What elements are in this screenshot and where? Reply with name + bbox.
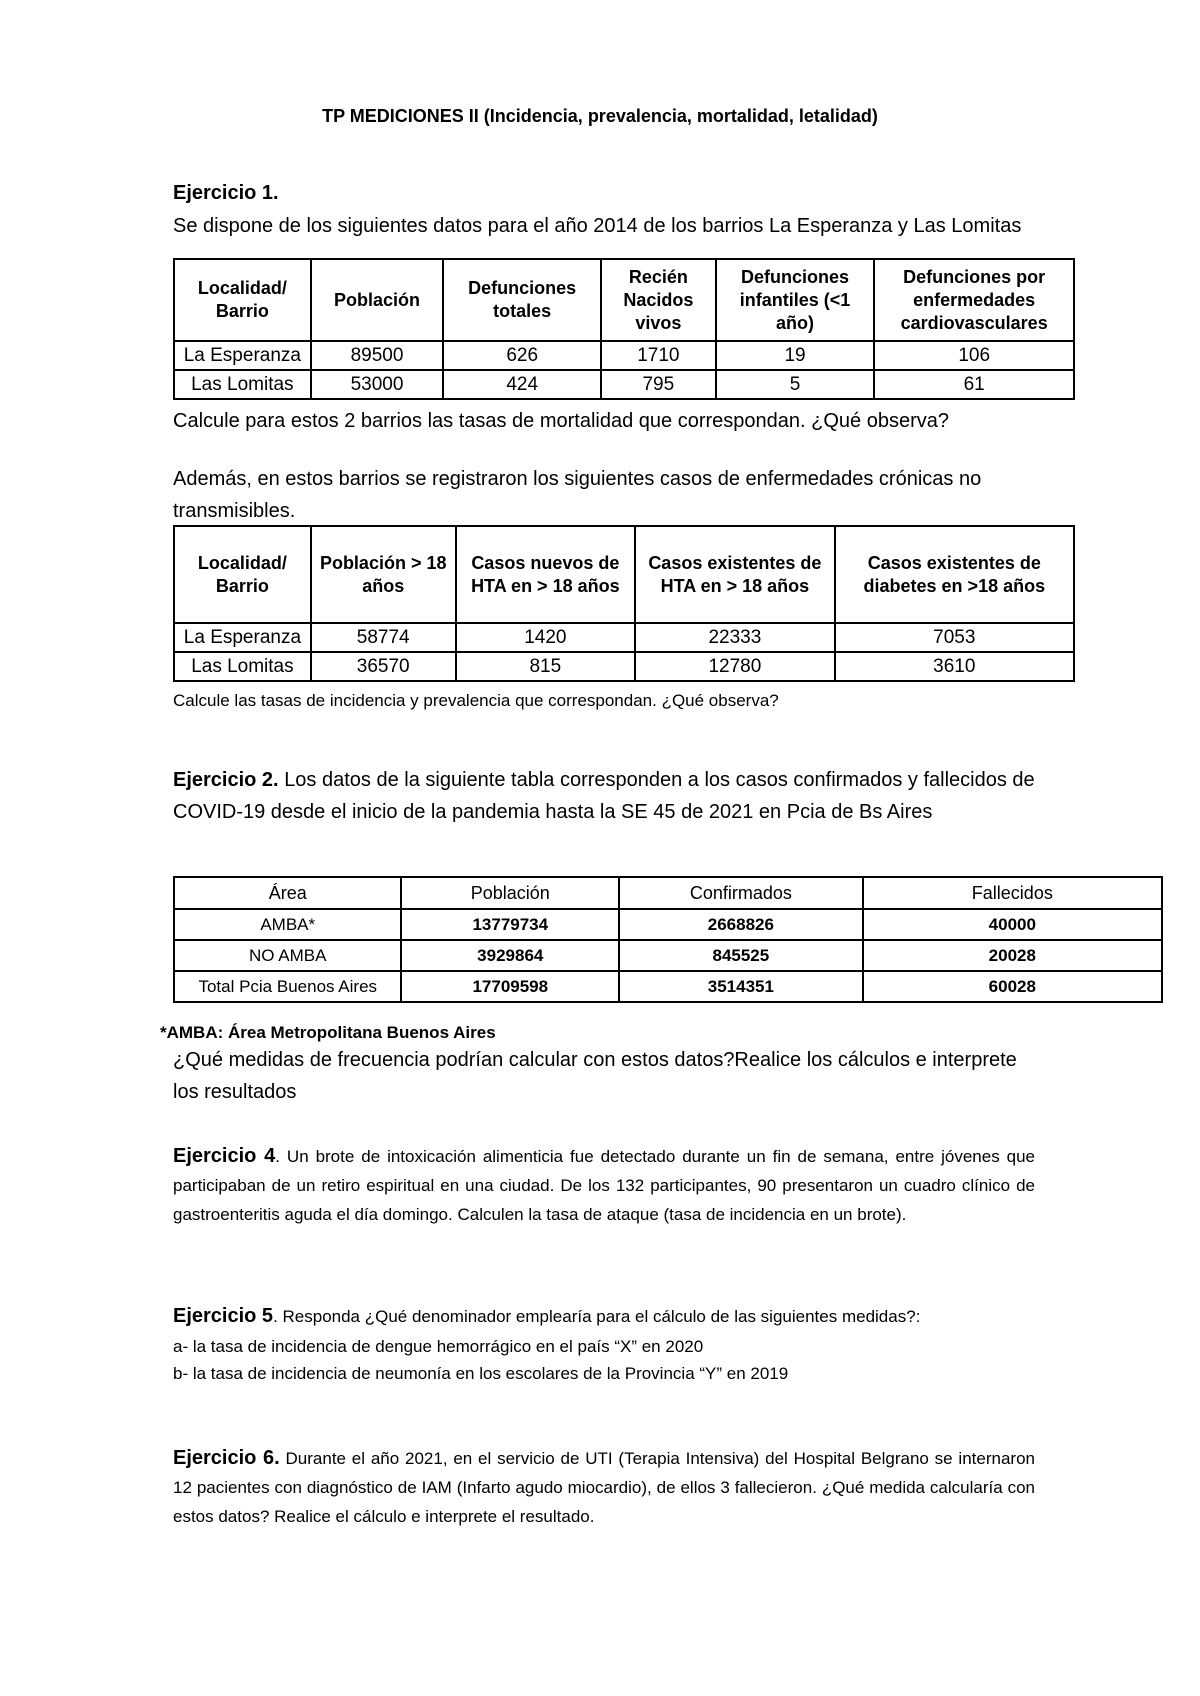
table-cell: La Esperanza xyxy=(174,341,311,370)
table-cell: 3610 xyxy=(835,652,1074,681)
ej5-item-b: b- la tasa de incidencia de neumonía en los escolares de la Provincia “Y” en 2019 xyxy=(173,1364,789,1383)
ej1-question2: Calcule las tasas de incidencia y prevalencia que correspondan. ¿Qué observa? xyxy=(173,691,779,710)
table-header: Defunciones por enfermedades cardiovasculares xyxy=(874,259,1074,341)
table-header: Defunciones totales xyxy=(443,259,601,341)
table-row xyxy=(174,909,1162,940)
table-header-row xyxy=(174,877,1162,909)
table-cell: 13779734 xyxy=(401,909,619,940)
table-header: Casos nuevos de HTA en > 18 años xyxy=(456,526,636,623)
table-cell: 40000 xyxy=(863,909,1162,940)
table-cell: 19 xyxy=(716,341,875,370)
table-cell: Las Lomitas xyxy=(174,652,311,681)
table-header-row xyxy=(174,526,1074,623)
table-cell: 845525 xyxy=(619,940,863,971)
mortality-table xyxy=(173,258,1075,400)
table-header: Área xyxy=(174,877,401,909)
table-row xyxy=(174,652,1074,681)
table-cell: 1420 xyxy=(456,623,636,652)
ej1-intro: Se dispone de los siguientes datos para el año 2014 de los barrios La Esperanza y Las Lomitas xyxy=(173,215,1022,237)
table-cell: 60028 xyxy=(863,971,1162,1002)
table-row xyxy=(174,370,1074,399)
table-header-row xyxy=(174,259,1074,341)
table-header: Confirmados xyxy=(619,877,863,909)
ej4-text: . Un brote de intoxicación alimenticia fue detectado durante un fin de semana, entre jóvenes que participaban de un retiro espiritual en una ciudad. De los 132 participantes, 90 presentaron un cuadro clínico de gastroenteritis aguda el día domingo. Calculen la tasa de ataque (tasa de incidencia en un brote). xyxy=(173,1147,1035,1224)
ej2-paragraph xyxy=(173,764,1063,828)
table-row xyxy=(174,341,1074,370)
ej4-heading: Ejercicio 4 xyxy=(173,1145,276,1167)
table-cell: 795 xyxy=(601,370,716,399)
chronic-disease-table xyxy=(173,525,1075,682)
table-header: Casos existentes de diabetes en >18 años xyxy=(835,526,1074,623)
table-header: Fallecidos xyxy=(863,877,1162,909)
table-header: Recién Nacidos vivos xyxy=(601,259,716,341)
table-row xyxy=(174,623,1074,652)
ej2-question: ¿Qué medidas de frecuencia podrían calcular con estos datos?Realice los cálculos e interprete los resultados xyxy=(173,1049,1017,1103)
table-cell: Las Lomitas xyxy=(174,370,311,399)
table-cell: 58774 xyxy=(311,623,456,652)
table-cell: 815 xyxy=(456,652,636,681)
document-title: TP MEDICIONES II (Incidencia, prevalencia, mortalidad, letalidad) xyxy=(322,106,878,126)
table-cell: 3514351 xyxy=(619,971,863,1002)
ej2-heading: Ejercicio 2. xyxy=(173,769,279,791)
ej6-paragraph xyxy=(173,1444,1035,1531)
table-cell: 53000 xyxy=(311,370,444,399)
table-row xyxy=(174,940,1162,971)
amba-footnote: *AMBA: Área Metropolitana Buenos Aires xyxy=(160,1023,496,1042)
table-cell: 61 xyxy=(874,370,1074,399)
ej6-heading: Ejercicio 6. xyxy=(173,1447,280,1469)
table-header: Población > 18 años xyxy=(311,526,456,623)
ej4-paragraph xyxy=(173,1142,1035,1229)
table-cell: 3929864 xyxy=(401,940,619,971)
table-cell: 12780 xyxy=(635,652,835,681)
table-header: Localidad/ Barrio xyxy=(174,259,311,341)
ej1-question1: Calcule para estos 2 barrios las tasas de mortalidad que correspondan. ¿Qué observa? xyxy=(173,410,949,432)
ej5-text: . Responda ¿Qué denominador emplearía para el cálculo de las siguientes medidas?: xyxy=(273,1307,921,1326)
ej2-text: Los datos de la siguiente tabla corresponden a los casos confirmados y fallecidos de COVID-19 desde el inicio de la pandemia hasta la SE 45 de 2021 en Pcia de Bs Aires xyxy=(173,769,1035,823)
table-header: Localidad/ Barrio xyxy=(174,526,311,623)
table-row xyxy=(174,971,1162,1002)
table-cell: 36570 xyxy=(311,652,456,681)
table-cell: 20028 xyxy=(863,940,1162,971)
ej5-heading: Ejercicio 5 xyxy=(173,1305,274,1327)
table-cell: 626 xyxy=(443,341,601,370)
table-cell: 22333 xyxy=(635,623,835,652)
table-header: Defunciones infantiles (<1 año) xyxy=(716,259,875,341)
table-cell: La Esperanza xyxy=(174,623,311,652)
table-cell: AMBA* xyxy=(174,909,401,940)
table-cell: 424 xyxy=(443,370,601,399)
ej1-heading: Ejercicio 1. xyxy=(173,182,279,204)
ej6-text: Durante el año 2021, en el servicio de UTI (Terapia Intensiva) del Hospital Belgrano se internaron 12 pacientes con diagnóstico de IAM (Infarto agudo miocardio), de ellos 3 fallecieron. ¿Qué medida calcularía con estos datos? Realice el cálculo e interprete el resultado. xyxy=(173,1449,1035,1526)
table-cell: 1710 xyxy=(601,341,716,370)
table-cell: 106 xyxy=(874,341,1074,370)
table-header: Casos existentes de HTA en > 18 años xyxy=(635,526,835,623)
table-header: Población xyxy=(401,877,619,909)
table-cell: 7053 xyxy=(835,623,1074,652)
table-header: Población xyxy=(311,259,444,341)
table-cell: 89500 xyxy=(311,341,444,370)
table-cell: 17709598 xyxy=(401,971,619,1002)
table-cell: 5 xyxy=(716,370,875,399)
table-cell: 2668826 xyxy=(619,909,863,940)
table-cell: Total Pcia Buenos Aires xyxy=(174,971,401,1002)
ej1-intro2: Además, en estos barrios se registraron los siguientes casos de enfermedades crónicas no transmisibles. xyxy=(173,468,982,522)
ej5-paragraph xyxy=(173,1302,1053,1331)
ej5-item-a: a- la tasa de incidencia de dengue hemorrágico en el país “X” en 2020 xyxy=(173,1337,704,1356)
covid-table xyxy=(173,876,1163,1003)
table-cell: NO AMBA xyxy=(174,940,401,971)
